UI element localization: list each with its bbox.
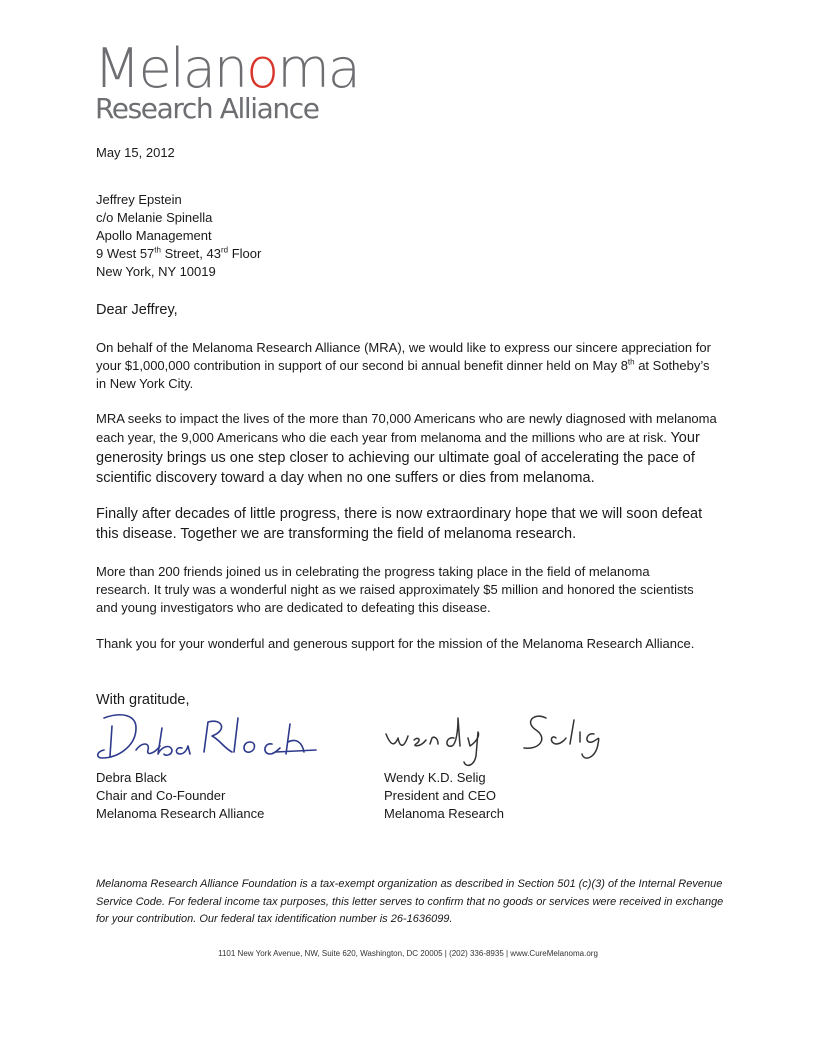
- street-part-a: 9 West 57: [96, 246, 155, 261]
- paragraph-1-part-b: at Sotheby’s in New York City.: [96, 358, 710, 391]
- street-sup-2: rd: [220, 245, 229, 255]
- paragraph-hope: Finally after decades of little progress, there is now extraordinary hope that we will soon defeat this disease. Together we are transforming the field of melanoma research.: [96, 506, 703, 542]
- street-part-b: Street, 43: [160, 246, 221, 261]
- salutation: Dear Jeffrey,: [96, 302, 178, 318]
- signature-wendy-selig: [372, 708, 612, 776]
- paragraph-thank-you: Thank you for your wonderful and generous support for the mission of the Melanoma Research Alliance.: [96, 636, 695, 651]
- paragraph-appreciation: [96, 339, 721, 393]
- street-sup-1: th: [154, 245, 161, 255]
- street-part-c: Floor: [228, 246, 262, 261]
- recipient-company: Apollo Management: [96, 228, 212, 243]
- signer-name: Debra Black: [96, 770, 167, 785]
- letter-date: May 15, 2012: [96, 145, 175, 160]
- recipient-name: Jeffrey Epstein: [96, 192, 182, 207]
- signer-org: Melanoma Research Alliance: [96, 806, 265, 821]
- recipient-city: New York, NY 10019: [96, 264, 216, 279]
- recipient-address: [96, 191, 261, 281]
- signer-title: Chair and Co-Founder: [96, 788, 226, 803]
- recipient-street: [96, 245, 261, 263]
- logo-research-alliance: Research Alliance: [95, 92, 319, 125]
- paragraph-2-part-a: MRA seeks to impact the lives of the more than 70,000 Americans who are newly diagnosed with melanoma each year, the 9,000 Americans who die each year from melanoma and the millions who are at risk.: [96, 411, 717, 445]
- signer-block-1: [96, 769, 264, 823]
- logo-accent-o: o: [246, 37, 278, 100]
- paragraph-2-part-b: Your generosity brings us one step closer to achieving our ultimate goal of accelerating the pace of scientific discovery toward a day when no one suffers or dies from melanoma.: [96, 430, 700, 486]
- closing: With gratitude,: [96, 692, 190, 708]
- signer-title: President and CEO: [384, 788, 497, 803]
- paragraph-celebration: More than 200 friends joined us in celebrating the progress taking place in the field of melanoma research. It truly was a wonderful night as we raised approximately $5 million and honored the scientists and young investigators who are dedicated to defeating this disease.: [96, 564, 694, 615]
- signer-block-2: [384, 769, 504, 823]
- signer-name: Wendy K.D. Selig: [384, 770, 486, 785]
- logo-text-b: ma: [277, 37, 359, 100]
- paragraph-1-sup: th: [627, 357, 635, 367]
- paragraph-1-part-a: On behalf of the Melanoma Research Alliance (MRA), we would like to express our sincere appreciation for your $1,000,000 contribution in support of our second bi annual benefit dinner held on May 8: [96, 340, 711, 373]
- signer-org: Melanoma Research: [384, 806, 504, 821]
- signature-debra-black: [90, 708, 320, 770]
- page-footer: 1101 New York Avenue, NW, Suite 620, Washington, DC 20005 | (202) 336-8935 | www.CureMelanoma.org: [218, 949, 598, 958]
- tax-footnote: Melanoma Research Alliance Foundation is a tax-exempt organization as described in Section 501 (c)(3) of the Internal Revenue Service Code. For federal income tax purposes, this letter serves to confirm that no goods or services were received in exchange for your contribution. Our federal tax identification number is 26-1636099.: [96, 878, 724, 925]
- logo-text-a: Melan: [94, 37, 247, 100]
- recipient-care-of: c/o Melanie Spinella: [96, 210, 213, 225]
- logo-melanoma: [94, 37, 359, 100]
- paragraph-mission: [96, 410, 726, 488]
